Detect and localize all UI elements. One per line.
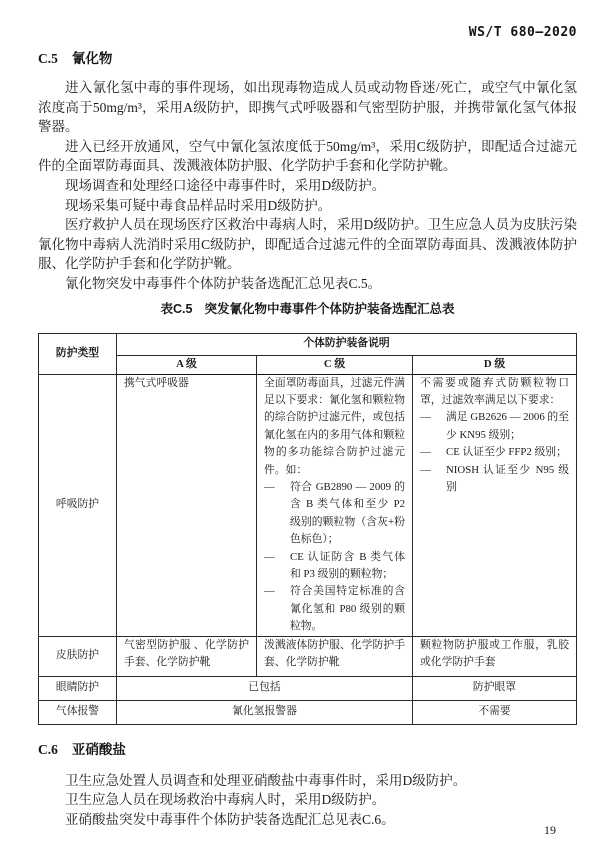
header-cell-level-a: A 级 bbox=[117, 355, 257, 374]
cell-respiratory-label: 呼吸防护 bbox=[39, 374, 117, 636]
list-item bbox=[420, 444, 569, 461]
dash-marker: — bbox=[420, 463, 431, 476]
table-row-skin bbox=[39, 636, 577, 676]
section-c5-title: 氰化物 bbox=[71, 51, 113, 66]
paragraph: 卫生应急人员在现场救治中毒病人时，采用D级防护。 bbox=[65, 792, 386, 808]
cell-alarm-label: 气体报警 bbox=[39, 700, 117, 724]
section-c5-heading bbox=[38, 0, 577, 78]
list-item bbox=[420, 409, 569, 444]
section-c6-number: C.6 bbox=[38, 741, 58, 757]
respiratory-c-intro: 全面罩防毒面具，过滤元件满足以下要求：氰化氢和颗粒物的综合防护过滤元件，或包括氰化氢在内的多用气体和颗粒物的多功能综合防护过滤元件。如： bbox=[264, 376, 405, 476]
table-c5-caption-title: 突发氰化物中毒事件个体防护装备选配汇总表 bbox=[204, 301, 455, 316]
cell-alarm-ac: 氰化氢报警器 bbox=[117, 700, 413, 724]
cell-skin-a: 气密型防护服 、化学防护手套、化学防护靴 bbox=[117, 636, 257, 676]
header-cell-level-d: D 级 bbox=[413, 355, 577, 374]
section-c6-title: 亚硝酸盐 bbox=[71, 741, 126, 757]
cell-eye-d: 防护眼罩 bbox=[413, 676, 577, 700]
respiratory-d-intro: 不需要或随弃式防颗粒物口罩，过滤效率满足以下要求： bbox=[420, 376, 570, 406]
table-c5-caption-label: 表C.5 bbox=[160, 301, 193, 316]
paragraph: 氰化物突发中毒事件个体防护装备选配汇总见表C.5。 bbox=[65, 275, 382, 291]
paragraph: 亚硝酸盐突发中毒事件个体防护装备选配汇总见表C.6。 bbox=[65, 811, 395, 827]
paragraph: 现场采集可疑中毒食品样品时采用D级防护。 bbox=[65, 197, 332, 213]
paragraph: 卫生应急处置人员调查和处理亚硝酸盐中毒事件时，采用D级防护。 bbox=[65, 772, 467, 788]
header-cell-equipment: 个体防护装备说明 bbox=[117, 333, 577, 355]
list-item bbox=[264, 479, 405, 549]
dash-marker: — bbox=[264, 585, 275, 598]
list-item-text: CE 认证防含 B 类气体和 P3 级别的颗粒物； bbox=[290, 550, 405, 580]
table-header-row-1 bbox=[39, 333, 577, 355]
paragraph: 医疗救护人员在现场医疗区救治中毒病人时，采用D级防护。卫生应急人员为皮肤污染氰化物中毒病人洗消时采用C级防护，即配适合过滤元件的全面罩防毒面具、泼溅液体防护服、化学防护手套和化学防护靴。 bbox=[38, 217, 577, 272]
dash-marker: — bbox=[420, 446, 431, 459]
cell-skin-d: 颗粒物防护服或工作服，乳胶或化学防护手套 bbox=[413, 636, 577, 676]
list-item-text: 满足 GB2626 — 2006 的至少 KN95 级别； bbox=[446, 411, 570, 441]
table-row-eye bbox=[39, 676, 577, 700]
dash-marker: — bbox=[264, 550, 275, 563]
page-number: 19 bbox=[544, 823, 556, 837]
table-header-row-2 bbox=[39, 355, 577, 374]
cell-skin-c: 泼溅液体防护服、化学防护手套、化学防护靴 bbox=[257, 636, 413, 676]
page-content bbox=[38, 0, 577, 829]
header-cell-type: 防护类型 bbox=[39, 333, 117, 374]
dash-marker: — bbox=[420, 411, 431, 424]
cell-respiratory-c bbox=[257, 374, 413, 636]
table-row-respiratory bbox=[39, 374, 577, 636]
cell-respiratory-a: 携气式呼吸器 bbox=[117, 374, 257, 636]
dash-marker: — bbox=[264, 480, 275, 493]
cell-skin-label: 皮肤防护 bbox=[39, 636, 117, 676]
list-item-text: NIOSH 认证至少 N95 级别 bbox=[446, 463, 570, 493]
table-c5-caption bbox=[38, 299, 577, 317]
list-item-text: 符合美国特定标准的含氰化氢和 P80 级别的颗粒物。 bbox=[290, 585, 405, 633]
list-item bbox=[264, 583, 405, 635]
standard-number: WS/T 680—2020 bbox=[468, 25, 577, 40]
cell-respiratory-d bbox=[413, 374, 577, 636]
list-item bbox=[264, 549, 405, 584]
cell-eye-ac: 已包括 bbox=[117, 676, 413, 700]
section-c5-number: C.5 bbox=[38, 51, 58, 66]
paragraph: 进入氰化氢中毒的事件现场，如出现毒物造成人员或动物昏迷/死亡，或空气中氰化氢浓度高于50mg/m³，采用A级防护，即携气式呼吸器和气密型防护服，并携带氰化氢气体报警器。 bbox=[38, 80, 577, 135]
list-item-text: CE 认证至少 FFP2 级别； bbox=[446, 446, 567, 459]
list-item-text: 符合 GB2890 — 2009 的含 B 类气体和至少 P2 级别的颗粒物（含灰+粉色标色）； bbox=[290, 480, 405, 546]
header-cell-level-c: C 级 bbox=[257, 355, 413, 374]
cell-eye-label: 眼睛防护 bbox=[39, 676, 117, 700]
table-c5 bbox=[38, 333, 577, 725]
paragraph: 进入已经开放通风，空气中氰化氢浓度低于50mg/m³，采用C级防护，即配适合过滤元件的全面罩防毒面具、泼溅液体防护服、化学防护手套和化学防护靴。 bbox=[38, 138, 577, 174]
cell-alarm-d: 不需要 bbox=[413, 700, 577, 724]
table-row-alarm bbox=[39, 700, 577, 724]
paragraph: 现场调查和处理经口途径中毒事件时，采用D级防护。 bbox=[65, 177, 386, 193]
section-c6-heading bbox=[38, 725, 577, 771]
list-item bbox=[420, 462, 569, 497]
